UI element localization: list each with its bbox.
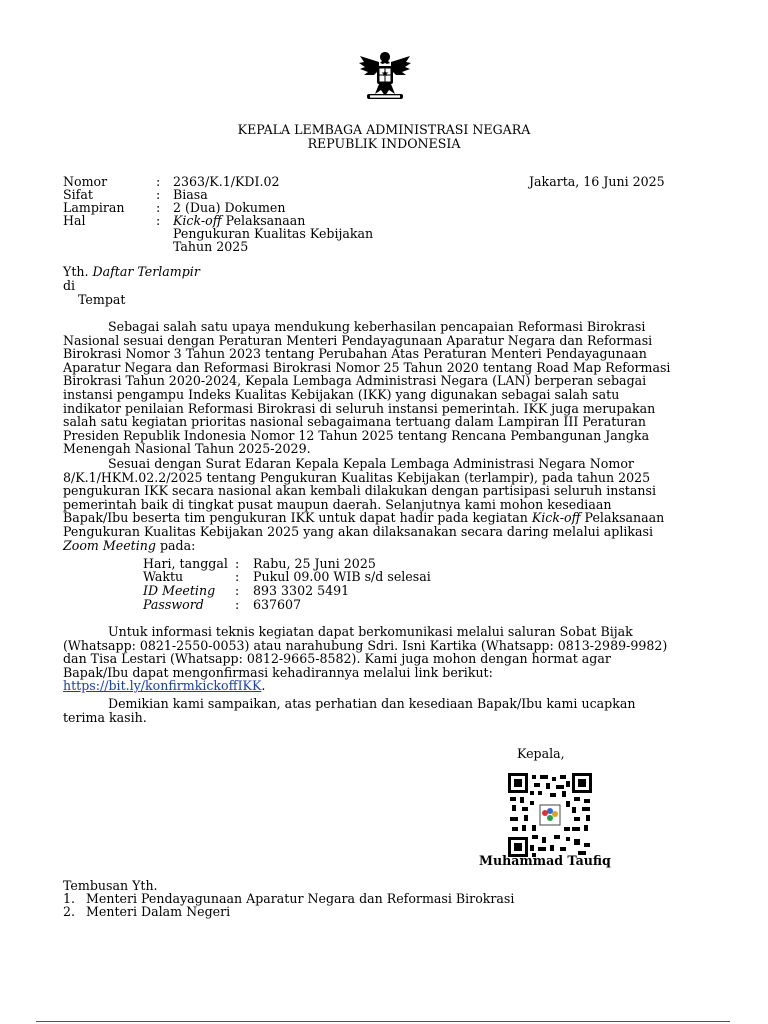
meta-hal-line-2: Pengukuran Kualitas Kebijakan [173, 226, 374, 241]
meta-colon: : [156, 174, 161, 189]
schedule-label: ID Meeting [143, 583, 216, 598]
paragraph-text: Sesuai dengan Surat Edaran Kepala Kepala Lembaga Administrasi Negara Nomor [108, 456, 634, 471]
paragraph-line: salah satu kegiatan prioritas nasional sebagaimana tertuang dalam Lampiran III Peraturan [63, 414, 647, 430]
paragraph-text: Demikian kami sampaikan, atas perhatian dan kesediaan Bapak/Ibu kami ucapkan [108, 696, 636, 711]
meta-colon: : [156, 187, 161, 202]
meta-colon: : [156, 200, 161, 215]
paragraph-line [63, 697, 706, 711]
meta-label: Nomor [63, 174, 108, 189]
paragraph-line: pengukuran IKK secara nasional akan kembali dilakukan dengan partisipasi seluruh instansi [63, 483, 656, 499]
meta-value-italic: Kick-off [173, 213, 222, 228]
schedule-colon: : [235, 569, 240, 584]
addressee-tempat: Tempat [78, 292, 126, 307]
paragraph-line: Birokrasi Tahun 2020-2024, Kepala Lembaga Administrasi Negara (LAN) berperan sebagai [63, 373, 647, 389]
paragraph-text: Sebagai salah satu upaya mendukung keberhasilan pencapaian Reformasi Birokrasi [108, 319, 646, 334]
paragraph-line: terima kasih. [63, 709, 147, 725]
meta-hal-line-3: Tahun 2025 [173, 239, 249, 254]
signatory-name: Muhammad Taufiq [479, 853, 611, 868]
paragraph-2 [63, 457, 706, 552]
schedule-colon: : [235, 597, 240, 612]
meta-label: Hal [63, 213, 86, 228]
schedule-colon: : [235, 556, 240, 571]
paragraph-line: Menengah Nasional Tahun 2025-2029. [63, 441, 311, 457]
paragraph-line: indikator penilaian Reformasi Birokrasi di seluruh instansi pemerintah. IKK juga merupakan [63, 400, 656, 416]
schedule-value: 893 3302 5491 [253, 583, 350, 598]
qr-code-icon [508, 773, 592, 857]
paragraph-line: Birokrasi Nomor 3 Tahun 2023 tentang Perubahan Atas Peraturan Menteri Pendayagunaan [63, 346, 647, 362]
paragraph-line [63, 320, 706, 334]
schedule-label: Waktu [143, 569, 184, 584]
meta-colon: : [156, 213, 161, 228]
confirmation-link[interactable]: https://bit.ly/konfirmkickoffIKK [63, 678, 262, 694]
paragraph-line [63, 625, 706, 639]
signature-title: Kepala, [517, 746, 565, 761]
cc-heading: Tembusan Yth. [63, 878, 158, 893]
meta-value: Biasa [173, 187, 208, 202]
schedule-label: Password [143, 597, 204, 612]
schedule-row [143, 584, 349, 598]
place-date: Jakarta, 16 Juni 2025 [529, 174, 665, 189]
addressee-di: di [63, 278, 76, 293]
cc-item-text: Menteri Pendayagunaan Aparatur Negara dan Reformasi Birokrasi [86, 891, 515, 906]
schedule-value: 637607 [253, 597, 302, 612]
paragraph-text: Pelaksanaan [580, 510, 665, 526]
cc-item-text: Menteri Dalam Negeri [86, 904, 231, 919]
paragraph-line [63, 511, 706, 525]
paragraph-1 [63, 320, 706, 456]
paragraph-4 [63, 697, 706, 724]
meta-value: 2363/K.1/KDI.02 [173, 174, 280, 189]
paragraph-3 [63, 625, 706, 693]
meta-label: Lampiran [63, 200, 125, 215]
paragraph-italic: Zoom Meeting [63, 537, 156, 553]
paragraph-line: Pengukuran Kualitas Kebijakan 2025 yang akan dilaksanakan secara daring melalui aplikasi [63, 523, 654, 539]
footer-divider [36, 1021, 730, 1022]
schedule-value: Rabu, 25 Juni 2025 [253, 556, 376, 571]
paragraph-line [63, 679, 706, 693]
paragraph-text: Bapak/Ibu beserta tim pengukuran IKK untuk dapat hadir pada kegiatan [63, 510, 532, 526]
paragraph-line: pemerintah baik di tingkat pusat maupun daerah. Selanjutnya kami mohon kesediaan [63, 496, 612, 512]
paragraph-line [63, 457, 706, 471]
cc-item-number: 1. [63, 891, 76, 906]
cc-item [63, 905, 230, 919]
paragraph-line: dan Tisa Lestari (Whatsapp: 0812-9665-8582). Kami juga mohon dengan hormat agar [63, 651, 611, 667]
paragraph-line: Nasional sesuai dengan Peraturan Menteri Pendayagunaan Aparatur Negara dan Reformasi [63, 332, 653, 348]
meta-nomor [63, 175, 279, 189]
paragraph-line: 8/K.1/HKM.02.2/2025 tentang Pengukuran Kualitas Kebijakan (terlampir), pada tahun 2025 [63, 469, 651, 485]
addressee-list: Daftar Terlampir [92, 264, 200, 279]
paragraph-line: Presiden Republik Indonesia Nomor 12 Tahun 2025 tentang Rencana Pembangunan Jangka [63, 427, 650, 443]
schedule-value: Pukul 09.00 WIB s/d selesai [253, 569, 431, 584]
paragraph-text: pada: [155, 537, 196, 553]
addressee-yth: Yth. [63, 264, 89, 279]
paragraph-line: instansi pengampu Indeks Kualitas Kebijakan (IKK) yang digunakan sebagai salah satu [63, 386, 620, 402]
schedule-colon: : [235, 583, 240, 598]
schedule-row [143, 570, 431, 584]
paragraph-line: Aparatur Negara dan Reformasi Birokrasi Nomor 25 Tahun 2020 tentang Road Map Reformasi [63, 359, 671, 375]
schedule-row [143, 598, 301, 612]
letter-org-line-2: REPUBLIK INDONESIA [307, 136, 461, 151]
meta-label: Sifat [63, 187, 93, 202]
meta-value: Pelaksanaan [221, 213, 306, 228]
cc-item-number: 2. [63, 904, 76, 919]
paragraph-line [63, 539, 706, 553]
addressee-line [63, 265, 200, 279]
garuda-emblem-icon [357, 48, 413, 104]
paragraph-text: . [261, 678, 266, 694]
meta-value: 2 (Dua) Dokumen [173, 200, 286, 215]
paragraph-line: Bapak/Ibu dapat mengonfirmasi kehadirannya melalui link berikut: [63, 664, 493, 680]
paragraph-text: Untuk informasi teknis kegiatan dapat berkomunikasi melalui saluran Sobat Bijak [108, 624, 633, 639]
schedule-label: Hari, tanggal [143, 556, 228, 571]
letter-org-line-1: KEPALA LEMBAGA ADMINISTRASI NEGARA [237, 122, 531, 137]
paragraph-italic: Kick-off [531, 510, 581, 526]
paragraph-line: (Whatsapp: 0821-2550-0053) atau narahubung Sdri. Isni Kartika (Whatsapp: 0813-2989-9982) [63, 637, 668, 653]
